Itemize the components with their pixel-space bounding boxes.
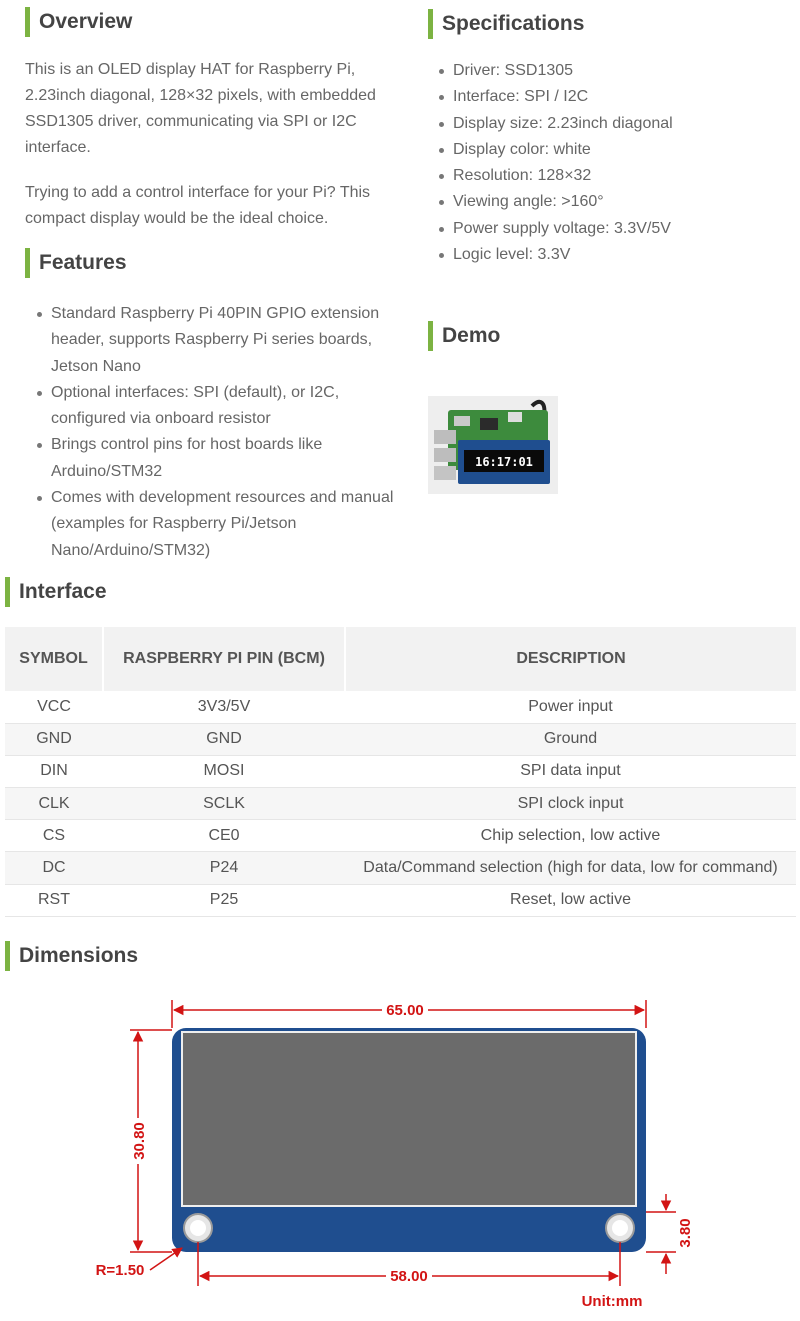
overview-heading: Overview [25,7,132,37]
spec-item: Power supply voltage: 3.3V/5V [437,216,787,242]
cell-symbol: VCC [5,691,103,723]
feature-line: Jetson Nano [51,357,141,375]
features-heading: Features [25,248,127,278]
interface-table [5,627,796,917]
overview-line: 2.23inch diagonal, 128×32 pixels, with embedded [25,87,376,104]
cell-description: SPI clock input [345,788,796,820]
cell-description: SPI data input [345,755,796,787]
cell-symbol: DC [5,852,103,884]
feature-line: Optional interfaces: SPI (default), or I2C, [51,383,340,401]
hole-spacing-label: 58.00 [390,1268,428,1285]
feature-line: Arduino/STM32 [51,462,163,480]
demo-photo-illustration [428,396,558,494]
feature-line: Brings control pins for host boards like [51,436,323,454]
overview-paragraph-2 [25,180,405,232]
column-header-description: DESCRIPTION [345,627,796,691]
interface-heading: Interface [5,577,107,607]
table-row [5,723,796,755]
specifications-list [437,58,787,268]
spec-item: Interface: SPI / I2C [437,84,787,110]
cell-description: Reset, low active [345,884,796,916]
cell-description: Data/Command selection (high for data, low for command) [345,852,796,884]
overview-line: Trying to add a control interface for your Pi? This [25,184,371,201]
feature-item [35,301,415,380]
dimensions-heading: Dimensions [5,941,138,971]
unit-label: Unit:mm [581,1293,643,1310]
feature-item [35,485,415,564]
spec-item: Viewing angle: >160° [437,189,787,215]
demo-heading: Demo [428,321,500,351]
spec-item: Resolution: 128×32 [437,163,787,189]
cell-pin: 3V3/5V [103,691,345,723]
spec-item: Display color: white [437,137,787,163]
overview-line: interface. [25,139,91,156]
demo-clock-text: 16:17:01 [475,455,533,469]
mount-hole-left-inner [190,1220,206,1236]
cell-pin: SCLK [103,788,345,820]
mount-hole-right-inner [612,1220,628,1236]
table-header-row [5,627,796,691]
table-row [5,852,796,884]
cell-description: Power input [345,691,796,723]
feature-item [35,432,415,485]
column-header-symbol: SYMBOL [5,627,103,691]
feature-line: Standard Raspberry Pi 40PIN GPIO extension [51,305,380,322]
cell-symbol: CLK [5,788,103,820]
spec-item: Display size: 2.23inch diagonal [437,111,787,137]
features-list [35,301,415,564]
cell-symbol: CS [5,820,103,852]
spec-item: Logic level: 3.3V [437,242,787,268]
spec-item: Driver: SSD1305 [437,58,787,84]
feature-item [35,380,415,433]
width-label: 65.00 [386,1002,424,1019]
radius-label: R=1.50 [95,1262,145,1279]
height-label: 30.80 [131,1122,148,1160]
cell-pin: GND [103,723,345,755]
table-row [5,691,796,723]
cell-pin: P25 [103,884,345,916]
feature-line: Comes with development resources and manual [51,489,394,507]
table-row [5,755,796,787]
table-row [5,820,796,852]
cell-pin: MOSI [103,755,345,787]
demo-photo [428,396,558,494]
cell-symbol: RST [5,884,103,916]
feature-line: configured via onboard resistor [51,410,271,428]
cell-symbol: DIN [5,755,103,787]
feature-line: Nano/Arduino/STM32) [51,541,211,559]
overview-paragraph-1 [25,57,405,161]
cell-symbol: GND [5,723,103,755]
table-row [5,884,796,916]
feature-line: (examples for Raspberry Pi/Jetson [51,515,297,533]
dimension-drawing [60,990,740,1320]
specifications-heading: Specifications [428,9,584,39]
cell-pin: P24 [103,852,345,884]
table-row [5,788,796,820]
overview-line: This is an OLED display HAT for Raspberry Pi, [25,61,356,78]
column-header-pin: RASPBERRY PI PIN (BCM) [103,627,345,691]
display-area [182,1032,636,1206]
feature-line: header, supports Raspberry Pi series boards, [51,331,373,349]
cell-description: Chip selection, low active [345,820,796,852]
cell-description: Ground [345,723,796,755]
overview-line: compact display would be the ideal choice. [25,210,329,227]
hole-offset-label: 3.80 [677,1218,694,1248]
overview-line: SSD1305 driver, communicating via SPI or I2C [25,113,357,130]
cell-pin: CE0 [103,820,345,852]
